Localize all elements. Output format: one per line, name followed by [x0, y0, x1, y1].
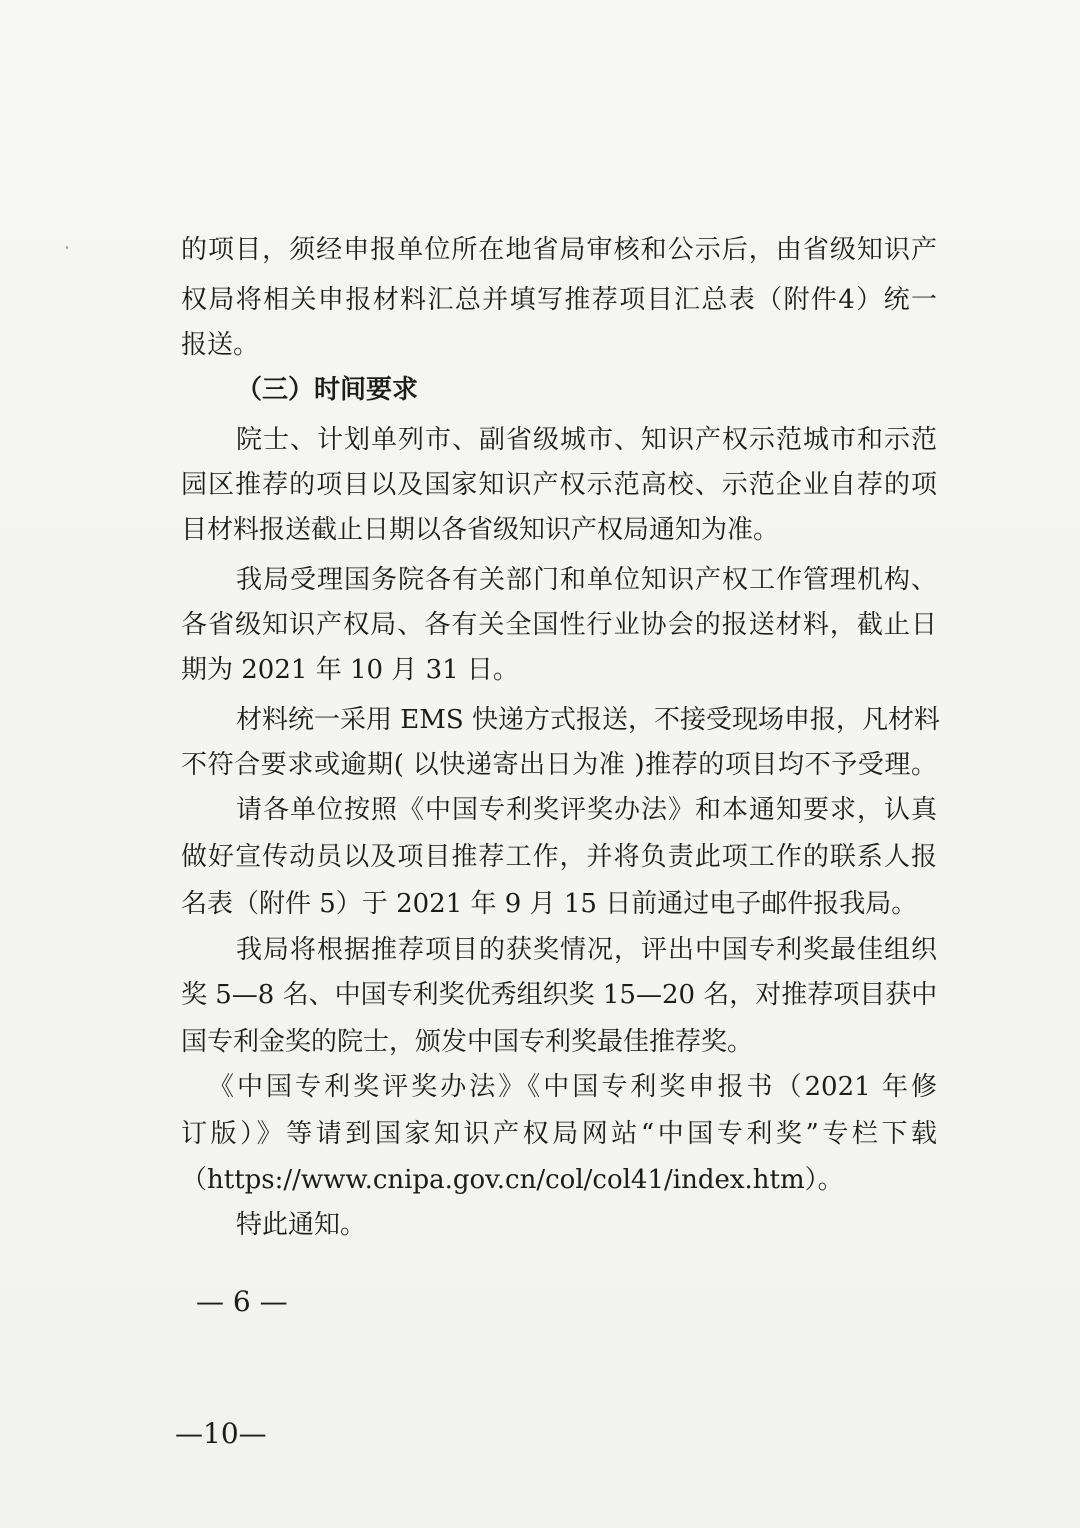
- paragraph-line: 订版）》等请到国家知识产权局网站“中国专利奖”专栏下载: [181, 1119, 937, 1149]
- paragraph-line: 做好宣传动员以及项目推荐工作，并将负责此项工作的联系人报: [181, 842, 937, 872]
- paragraph-line: 奖 5—8 名、中国专利奖优秀组织奖 15—20 名，对推荐项目获中: [181, 980, 938, 1010]
- page-number-outer: —10—: [175, 1417, 267, 1450]
- section-heading: （三）时间要求: [236, 375, 419, 405]
- paragraph-line: 材料统一采用 EMS 快递方式报送，不接受现场申报，凡材料: [236, 705, 940, 735]
- paragraph-line: 权局将相关申报材料汇总并填写推荐项目汇总表（附件4）统一: [181, 285, 937, 315]
- paragraph-line: 各省级知识产权局、各有关全国性行业协会的报送材料，截止日: [181, 610, 937, 640]
- paragraph-line: 报送。: [181, 330, 260, 360]
- paragraph-line: 我局将根据推荐项目的获奖情况，评出中国专利奖最佳组织: [236, 935, 937, 965]
- paragraph-line: 的项目，须经申报单位所在地省局审核和公示后，由省级知识产: [181, 235, 937, 265]
- paragraph-line: 《中国专利奖评奖办法》《中国专利奖申报书（2021 年修: [208, 1072, 937, 1102]
- scan-speck: [66, 246, 68, 249]
- paragraph-line: 院士、计划单列市、副省级城市、知识产权示范城市和示范: [236, 425, 937, 455]
- paragraph-line: 名表（附件 5）于 2021 年 9 月 15 日前通过电子邮件报我局。: [181, 889, 918, 919]
- paragraph-line: 目材料报送截止日期以各省级知识产权局通知为准。: [181, 515, 780, 545]
- paragraph-line: 我局受理国务院各有关部门和单位知识产权工作管理机构、: [236, 565, 937, 595]
- paragraph-line: 园区推荐的项目以及国家知识产权示范高校、示范企业自荐的项: [181, 470, 937, 500]
- page-number-inner: — 6 —: [196, 1285, 288, 1318]
- paragraph-line: 请各单位按照《中国专利奖评奖办法》和本通知要求，认真: [236, 795, 937, 825]
- paragraph-line: 期为 2021 年 10 月 31 日。: [181, 655, 519, 685]
- paragraph-line: 国专利金奖的院士，颁发中国专利奖最佳推荐奖。: [181, 1027, 754, 1057]
- paragraph-line: 不符合要求或逾期( 以快递寄出日为准 )推荐的项目均不予受理。: [181, 750, 937, 780]
- url-line: （https://www.cnipa.gov.cn/col/col41/index.htm）。: [181, 1165, 844, 1195]
- closing-line: 特此通知。: [236, 1210, 367, 1240]
